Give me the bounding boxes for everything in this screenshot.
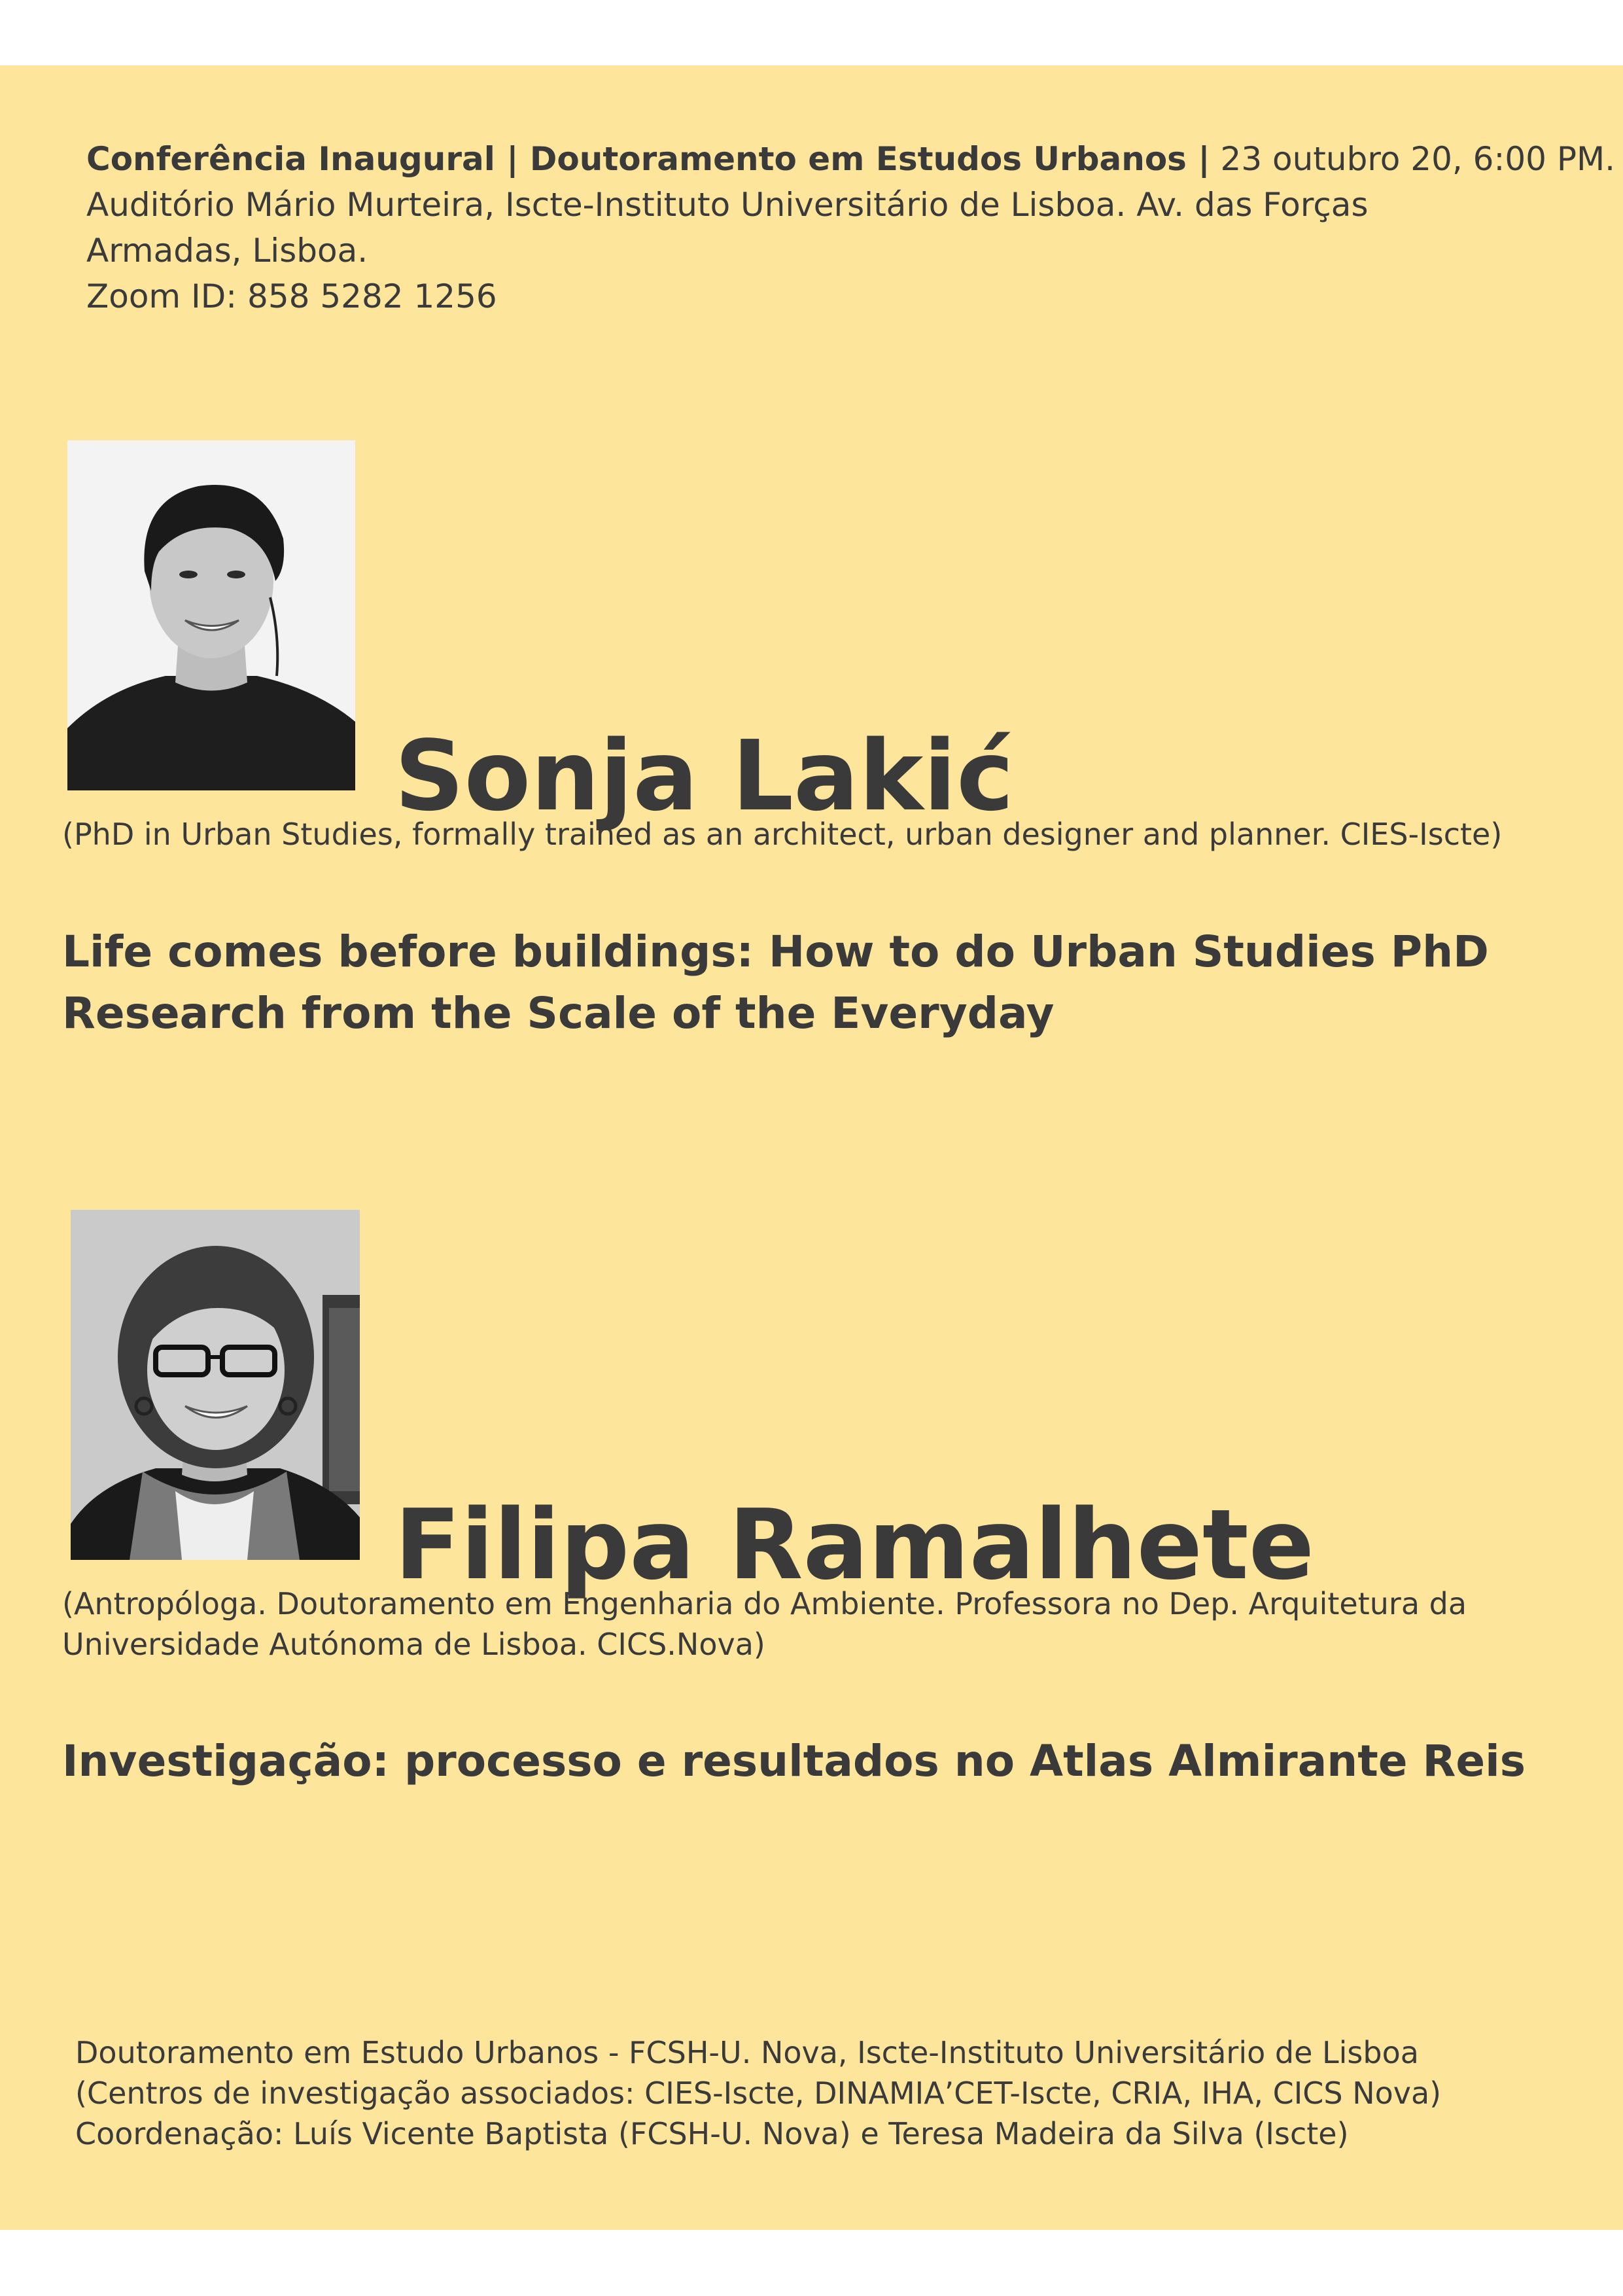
talk-title-filipa: Investigação: processo e resultados no Atlas Almirante Reis xyxy=(62,1736,1526,1786)
event-datetime: 23 outubro 20, 6:00 PM. xyxy=(1210,140,1616,178)
zoom-id: Zoom ID: 858 5282 1256 xyxy=(86,277,497,315)
event-title-line xyxy=(86,136,1616,182)
poster-background xyxy=(0,65,1623,2230)
speaker-name-sonja: Sonja Lakić xyxy=(394,720,1014,832)
venue-line-1: Auditório Mário Murteira, Iscte-Instituto Universitário de Lisboa. Av. das Forças xyxy=(86,186,1369,224)
talk-title-sonja xyxy=(62,921,1534,1044)
footer-line-coordination: Coordenação: Luís Vicente Baptista (FCSH-U. Nova) e Teresa Madeira da Silva (Iscte) xyxy=(75,2116,1349,2151)
affiliation-line: Universidade Autónoma de Lisboa. CICS.Nova) xyxy=(62,1627,765,1662)
talk-title-line: Research from the Scale of the Everyday xyxy=(62,988,1055,1038)
talk-title-line: Life comes before buildings: How to do Urban Studies PhD xyxy=(62,927,1489,977)
footer-credits xyxy=(75,2032,1441,2154)
venue-line-2: Armadas, Lisboa. xyxy=(86,232,368,270)
event-header xyxy=(86,136,1616,319)
speaker-affiliation-filipa xyxy=(62,1583,1567,1665)
speaker-photo-sonja xyxy=(67,440,355,790)
event-title: Conferência Inaugural | Doutoramento em Estudos Urbanos | xyxy=(86,140,1210,178)
footer-line-program: Doutoramento em Estudo Urbanos - FCSH-U. Nova, Iscte-Instituto Universitário de Lisboa xyxy=(75,2035,1419,2070)
footer-line-centres: (Centros de investigação associados: CIES-Iscte, DINAMIA’CET-Iscte, CRIA, IHA, CICS Nova) xyxy=(75,2075,1442,2111)
speaker-photo-filipa xyxy=(71,1210,360,1560)
speaker-name-filipa: Filipa Ramalhete xyxy=(394,1489,1315,1601)
speaker-affiliation-sonja: (PhD in Urban Studies, formally trained as an architect, urban designer and planner. CIES-Iscte) xyxy=(62,817,1503,852)
affiliation-line: (Antropóloga. Doutoramento em Engenharia do Ambiente. Professora no Dep. Arquitetura da xyxy=(62,1586,1467,1621)
